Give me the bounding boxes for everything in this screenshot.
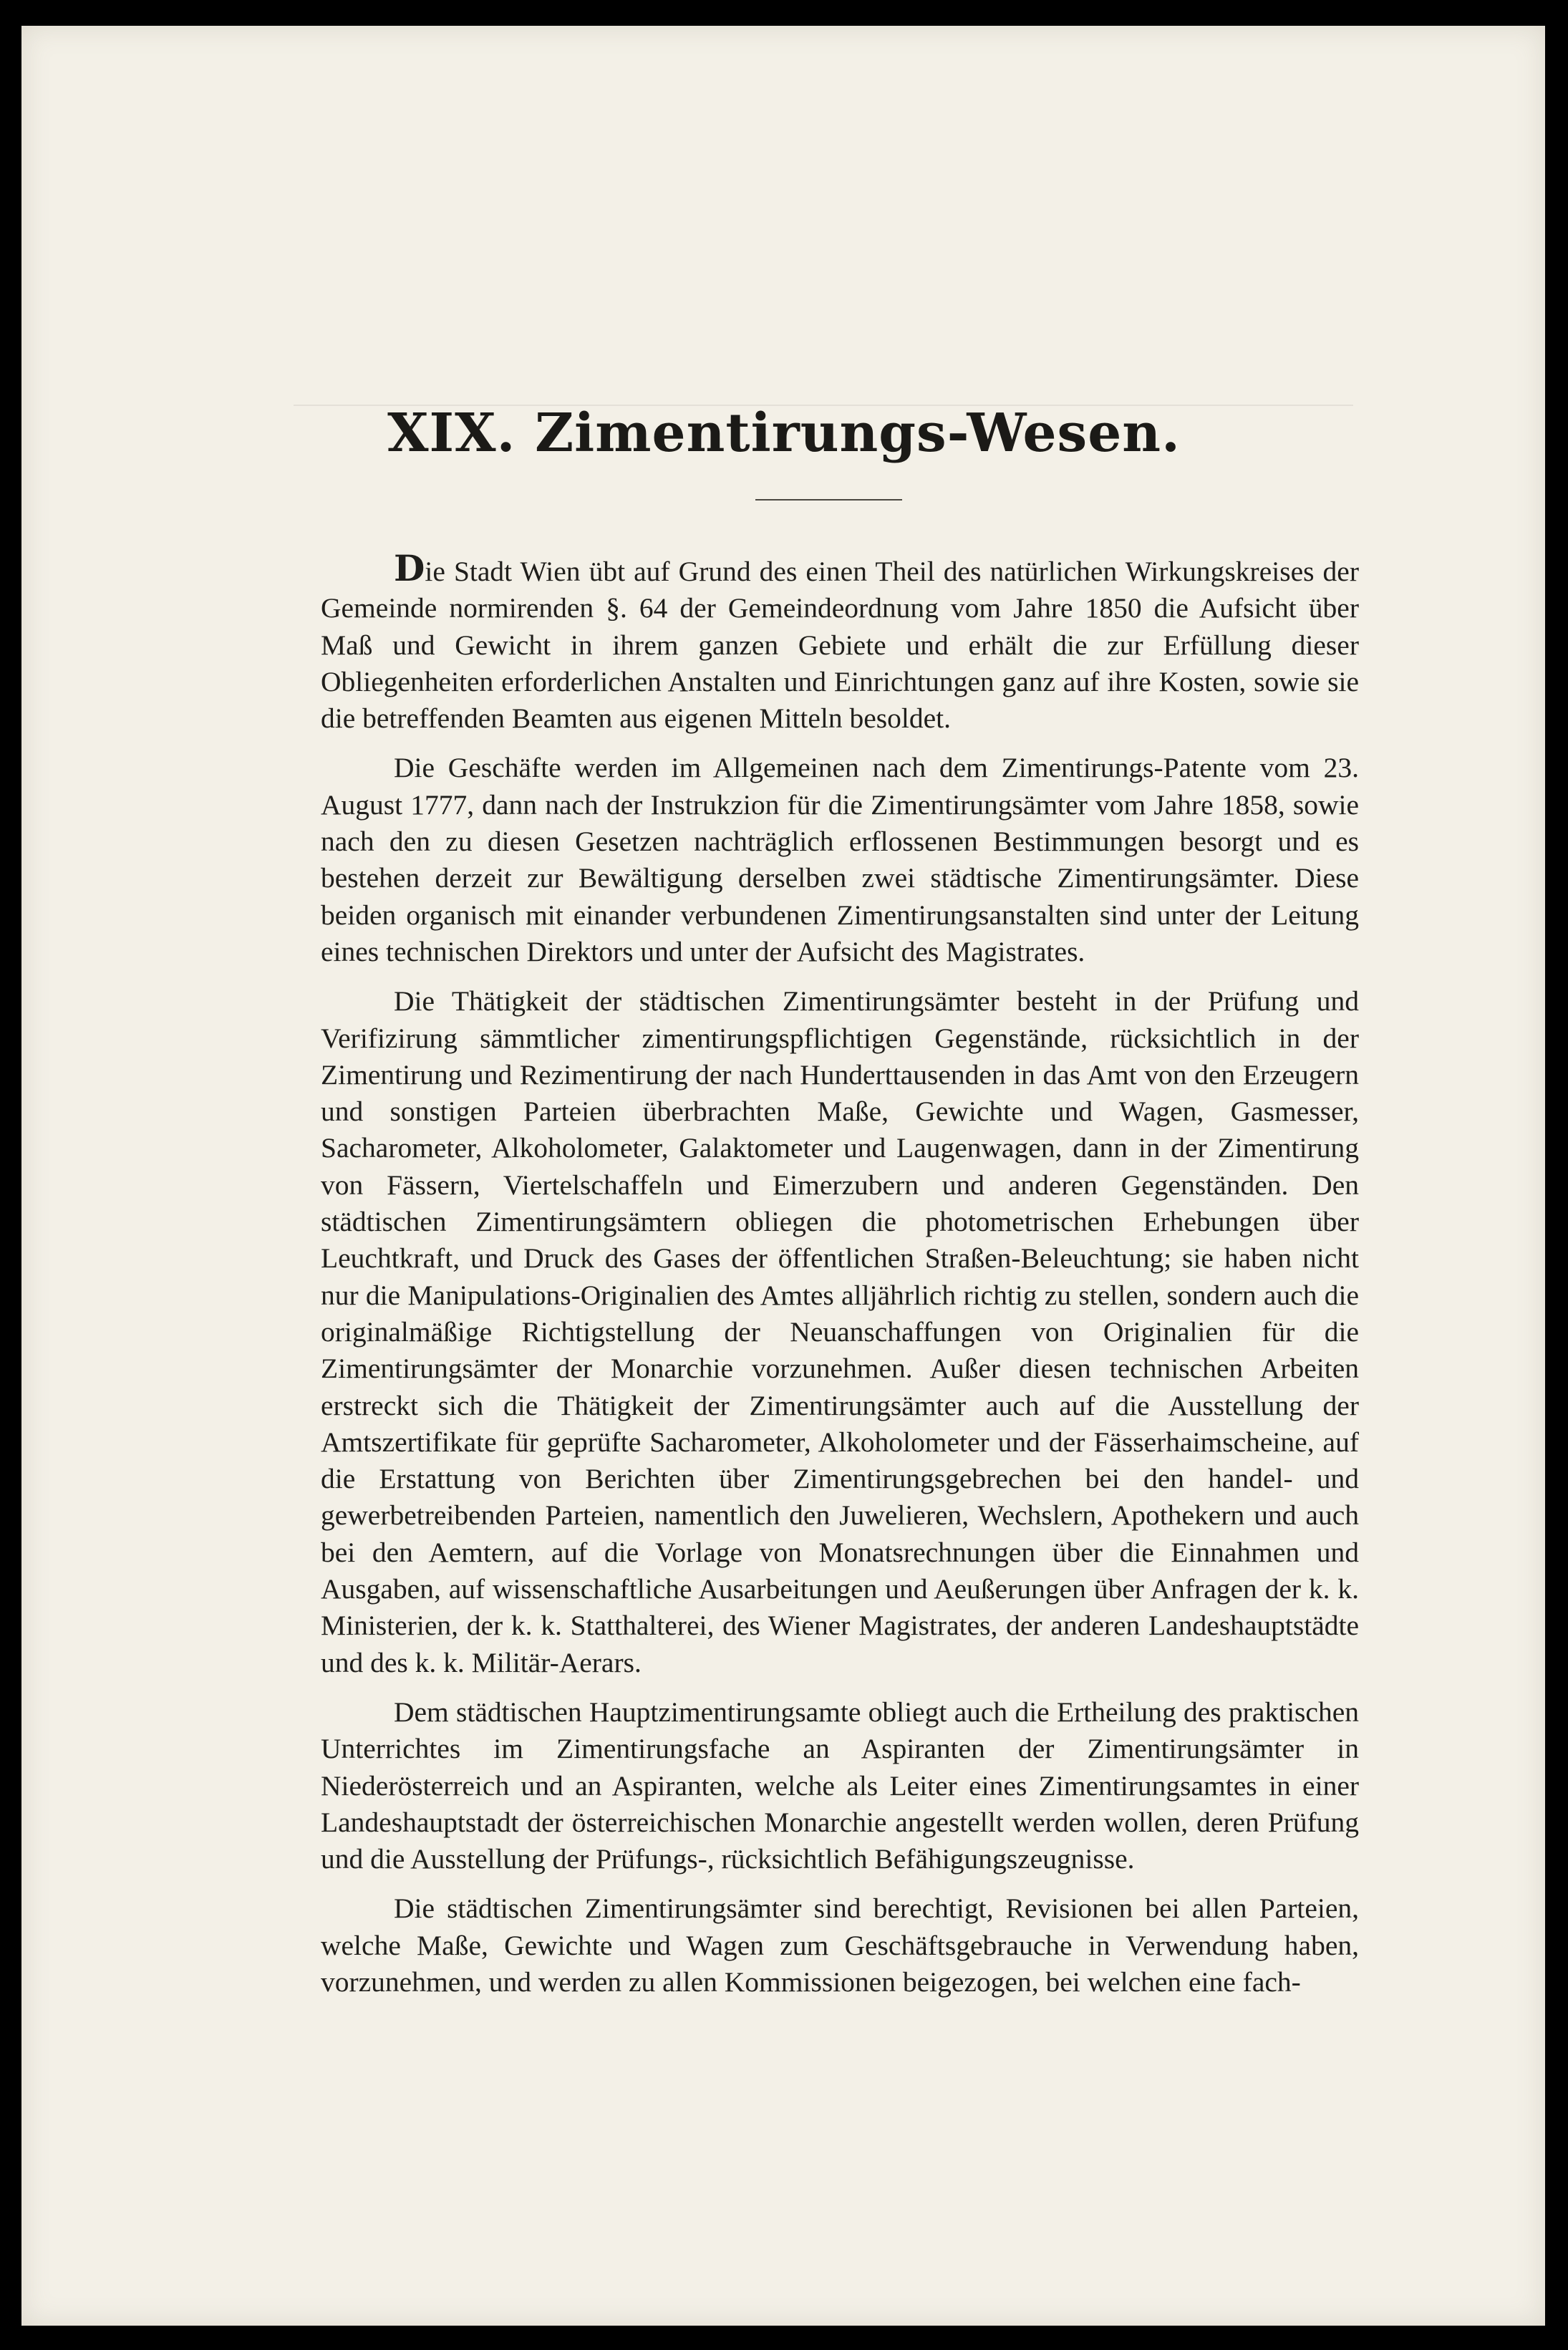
paragraph-3: Die Thätigkeit der städtischen Zimentirungsämter besteht in der Prüfung und Verifizirung sämmtlicher zimentirungspflichtigen Gegenstände, rücksichtlich in der Zimentirung und Rezimentirung der nach Hunderttausenden in das Amt von den Erzeugern und sonstigen Parteien überbrachten Maße, Gewichte und Wagen, Gasmesser, Sacharometer, Alkoholometer, Galaktometer und Laugenwagen, dann in der Zimentirung von Fässern, Viertelschaffeln und Eimerzubern und anderen Gegenständen. Den städtischen Zimentirungsämtern obliegen die photometrischen Erhebungen über Leuchtkraft, und Druck des Gases der öffentlichen Straßen-Beleuchtung; sie haben nicht nur die Manipulations-Originalien des Amtes alljährlich richtig zu stellen, sondern auch die originalmäßige Richtigstellung der Neuanschaffungen von Originalien für die Zimentirungsämter der Monarchie vorzunehmen. Außer diesen technischen Arbeiten erstreckt sich die Thätigkeit der Zimentirungsämter auch auf die Ausstellung der Amtszertifikate für geprüfte Sacharometer, Alkoholometer und der Fässerhaimscheine, auf die Erstattung von Berichten über Zimentirungsgebrechen bei den handel- und gewerbetreibenden Parteien, namentlich den Juwelieren, Wechslern, Apothekern und auch bei den Aemtern, auf die Vorlage von Monatsrechnungen über die Einnahmen und Ausgaben, auf wissenschaftliche Ausarbeitungen und Aeußerungen über Anfragen der k. k. Ministerien, der k. k. Statthalterei, des Wiener Magistrates, der anderen Landeshauptstädte und des k. k. Militär-Aerars. [321, 985, 1359, 1678]
paragraph-1 [321, 547, 1359, 737]
paragraph-5: Die städtischen Zimentirungsämter sind berechtigt, Revisionen bei allen Parteien, welche Maße, Gewichte und Wagen zum Geschäftsgebrauche in Verwendung haben, vorzunehmen, und werden zu allen Kommissionen beigezogen, bei welchen eine fach- [321, 1892, 1359, 1998]
paragraph-1-text: ie Stadt Wien übt auf Grund des einen Theil des natürlichen Wirkungskreises der Gemeinde normirenden §. 64 der Gemeindeordnung vom Jahre 1850 die Aufsicht über Maß und Gewicht in ihrem ganzen Gebiete und erhält die zur Erfüllung dieser Obliegenheiten erforderlichen Anstalten und Einrichtungen ganz auf ihre Kosten, sowie sie die betreffenden Beamten aus eigenen Mitteln besoldet. [321, 556, 1359, 735]
paragraph-2: Die Geschäfte werden im Allgemeinen nach dem Zimentirungs-Patente vom 23. August 1777, dann nach der Instrukzion für die Zimentirungsämter vom Jahre 1858, sowie nach den zu diesen Gesetzen nachträglich erflossenen Bestimmungen besorgt und es bestehen derzeit zur Bewältigung derselben zwei städtische Zimentirungsämter. Diese beiden organisch mit einander verbundenen Zimentirungsanstalten sind unter der Leitung eines technischen Direktors und unter der Aufsicht des Magistrates. [321, 752, 1359, 967]
title-divider [755, 499, 902, 501]
body-text [321, 547, 1359, 2013]
drop-cap: D [394, 547, 425, 589]
paragraph-4: Dem städtischen Hauptzimentirungsamte obliegt auch die Ertheilung des praktischen Unterrichtes im Zimentirungsfache an Aspiranten der Zimentirungsämter in Niederösterreich und an Aspiranten, welche als Leiter eines Zimentirungsamtes in einer Landeshauptstadt der österreichischen Monarchie angestellt werden wollen, deren Prüfung und die Ausstellung der Prüfungs-, rücksichtlich Befähigungszeugnisse. [321, 1696, 1359, 1875]
chapter-title: XIX. Zimentirungs-Wesen. [387, 402, 1181, 464]
